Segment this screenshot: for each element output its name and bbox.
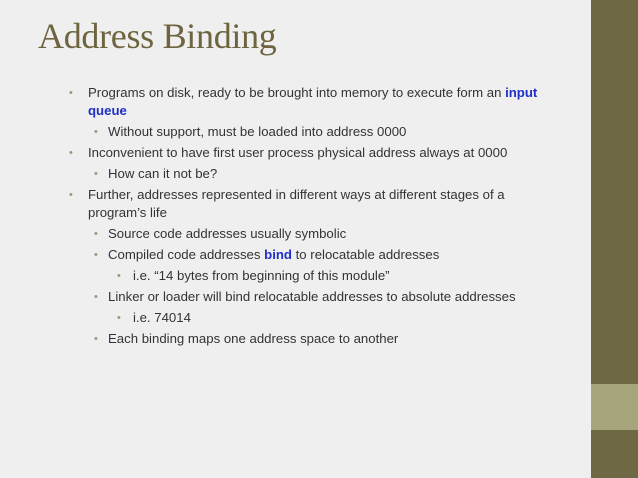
bullet-list [0,84,560,351]
bullet-marker: • [94,126,98,138]
term-bind: bind [264,247,292,262]
bullet-marker: • [94,291,98,303]
term-input-queue: input queue [88,85,538,118]
bullet-item [0,267,560,285]
bullet-text: Linker or loader will bind relocatable addresses to absolute addresses [108,289,516,304]
bullet-text: Inconvenient to have first user process physical address always at 0000 [88,145,508,160]
bullet-item [0,246,560,264]
bullet-text: How can it not be? [108,166,218,181]
bullet-marker: • [94,168,98,180]
sidebar-accent-bottom [591,430,638,478]
sidebar-accent-top [591,0,638,384]
bullet-marker: • [94,249,98,261]
bullet-text: Compiled code addresses [108,247,265,262]
bullet-text: to relocatable addresses [291,247,440,262]
bullet-text: Further, addresses represented in different ways at different stages of a program’s life [88,187,505,220]
bullet-marker: • [69,87,73,99]
bullet-text: Programs on disk, ready to be brought into memory to execute form an [88,85,506,100]
bullet-marker: • [117,312,121,324]
bullet-text: Source code addresses usually symbolic [108,226,347,241]
bullet-marker: • [69,147,73,159]
bullet-text: i.e. “14 bytes from beginning of this module” [133,268,390,283]
bullet-item [0,165,560,183]
bullet-item [0,288,560,306]
bullet-text: Each binding maps one address space to another [108,331,399,346]
bullet-item [0,330,560,348]
bullet-item [0,84,538,120]
bullet-item [0,123,560,141]
bullet-marker: • [94,228,98,240]
slide-title: Address Binding [38,16,277,56]
sidebar-accent-middle [591,384,638,430]
bullet-marker: • [69,189,73,201]
bullet-marker: • [94,333,98,345]
bullet-marker: • [117,270,121,282]
bullet-item [0,225,560,243]
bullet-text: i.e. 74014 [133,310,191,325]
bullet-text: Without support, must be loaded into address 0000 [108,124,407,139]
bullet-item [0,309,560,327]
bullet-item [0,186,538,222]
bullet-item [0,144,538,162]
